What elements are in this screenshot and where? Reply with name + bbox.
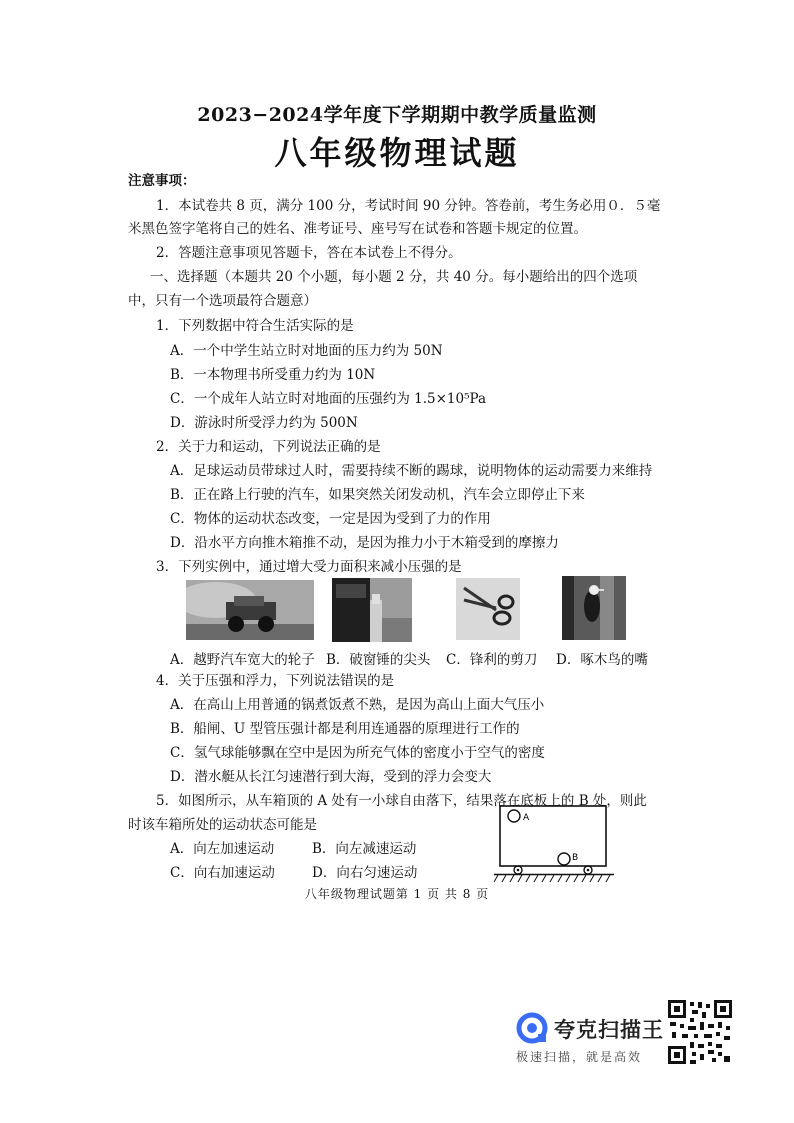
scissors-photo xyxy=(456,578,520,640)
exam-title: 2023−2024学年度下学期期中教学质量监测 xyxy=(197,104,597,126)
scanner-brand-name: 夸克扫描王 xyxy=(554,1018,664,1042)
question-4-stem: 4．关于压强和浮力，下列说法错误的是 xyxy=(156,673,395,689)
scanner-watermark xyxy=(514,1008,664,1068)
question-1-stem: 1．下列数据中符合生活实际的是 xyxy=(156,318,354,334)
window-hammer-photo xyxy=(332,578,412,642)
question-1-option-b: B．一本物理书所受重力约为 10N xyxy=(170,367,376,383)
section-1-heading-line-1: 一、选择题（本题共 20 个小题，每小题 2 分，共 40 分。每小题给出的四个选项 xyxy=(150,269,638,285)
question-5-option-c: C．向右加速运动 xyxy=(170,865,275,881)
question-2-option-d: D．沿水平方向推木箱推不动，是因为推力小于木箱受到的摩擦力 xyxy=(170,535,559,551)
question-3-option-d: D．啄木鸟的嘴 xyxy=(556,652,648,668)
question-1-option-a: A．一个中学生站立时对地面的压力约为 50N xyxy=(170,343,443,359)
notes-item-1-line-2: 米黑色签字笔将自己的姓名、准考证号、座号写在试卷和答题卡规定的位置。 xyxy=(128,221,587,237)
figure-label-a: A xyxy=(523,813,530,823)
question-4-option-d: D．潜水艇从长江匀速潜行到大海，受到的浮力会变大 xyxy=(170,769,492,785)
question-1-option-d: D．游泳时所受浮力约为 500N xyxy=(170,415,358,431)
question-4-option-c: C．氢气球能够飘在空中是因为所充气体的密度小于空气的密度 xyxy=(170,745,545,761)
question-3-option-c: C．锋利的剪刀 xyxy=(446,652,538,668)
question-4-option-b: B．船闸、U 型管压强计都是利用连通器的原理进行工作的 xyxy=(170,721,520,737)
question-5-option-b: B．向左减速运动 xyxy=(312,841,417,857)
question-2-option-a: A．足球运动员带球过人时，需要持续不断的踢球，说明物体的运动需要力来维持 xyxy=(170,463,653,479)
question-5-stem-line-2: 时该车箱所处的运动状态可能是 xyxy=(128,817,317,833)
subject-title: 八年级物理试题 xyxy=(274,134,520,172)
figure-label-b: B xyxy=(572,853,579,863)
question-4-option-a: A．在高山上用普通的锅煮饭煮不熟，是因为高山上面大气压小 xyxy=(170,697,545,713)
notes-item-1-line-1: 1．本试卷共 8 页，满分 100 分，考试时间 90 分钟。答卷前，考生务必用０．５毫 xyxy=(156,198,661,214)
question-3-stem: 3．下列实例中，通过增大受力面积来减小压强的是 xyxy=(156,559,462,575)
train-car-diagram xyxy=(494,804,614,888)
question-3-option-a: A．越野汽车宽大的轮子 xyxy=(170,652,315,668)
question-1-option-c: C．一个成年人站立时对地面的压强约为 1.5×10⁵Pa xyxy=(170,391,487,407)
page-footer: 八年级物理试题第 1 页 共 8 页 xyxy=(304,887,490,901)
section-1-heading-line-2: 中，只有一个选项最符合题意） xyxy=(128,293,317,309)
question-2-option-c: C．物体的运动状态改变，一定是因为受到了力的作用 xyxy=(170,511,491,527)
notes-item-2: 2．答题注意事项见答题卡，答在本试卷上不得分。 xyxy=(156,245,462,261)
question-3-option-b: B．破窗锤的尖头 xyxy=(326,652,431,668)
scanner-slogan: 极速扫描，就是高效 xyxy=(516,1050,643,1064)
woodpecker-photo xyxy=(562,576,626,640)
question-5-option-a: A．向左加速运动 xyxy=(170,841,275,857)
quark-logo-icon xyxy=(516,1012,548,1044)
offroad-car-photo xyxy=(186,580,314,640)
question-5-option-d: D．向右匀速运动 xyxy=(312,865,418,881)
qr-code-icon xyxy=(668,1000,732,1064)
notes-heading: 注意事项： xyxy=(128,173,196,189)
question-2-stem: 2．关于力和运动，下列说法正确的是 xyxy=(156,439,381,455)
question-2-option-b: B．正在路上行驶的汽车，如果突然关闭发动机，汽车会立即停止下来 xyxy=(170,487,585,503)
question-5-stem-line-1: 5．如图所示，从车箱顶的 A 处有一小球自由落下，结果落在底板上的 B 处，则此 xyxy=(156,793,647,809)
